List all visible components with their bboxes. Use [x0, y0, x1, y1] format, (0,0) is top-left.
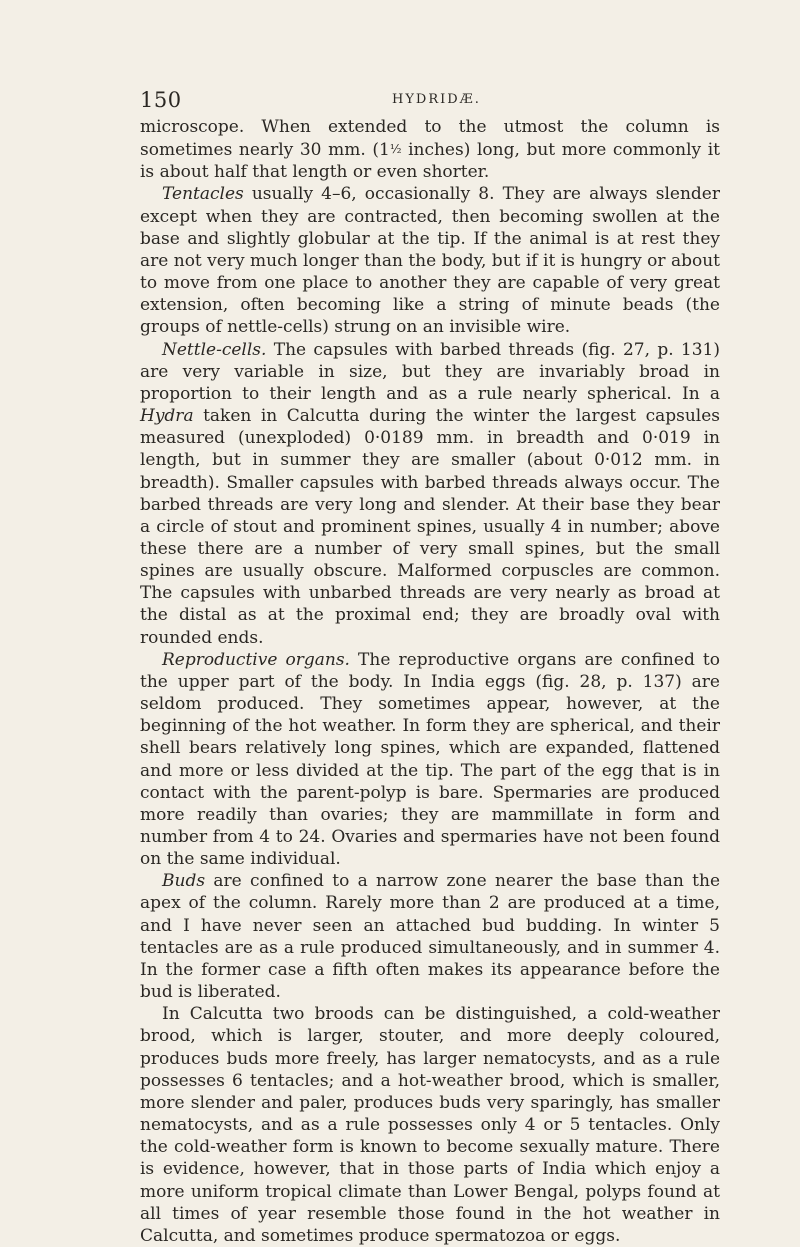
side-heading-reproductive-organs: Reproductive organs. [162, 649, 350, 670]
body-text [140, 116, 720, 1247]
paragraph-column-length [140, 116, 720, 183]
side-heading-nettle-cells: Nettle-cells. [162, 339, 267, 360]
running-title: HYDRIDÆ. [392, 92, 481, 107]
fraction: ½ [389, 142, 402, 157]
side-heading-tentacles: Tentacles [162, 184, 244, 205]
paragraph-nettle-cells [140, 339, 720, 649]
side-heading-buds: Buds [162, 871, 206, 892]
page-number: 150 [140, 88, 182, 112]
paragraph-text: The reproductive organs are confined to the upper part of the body. In India eggs (fig. 28, p. 137) are seldom produced. They sometimes appear, however, at the beginning of the hot weather. In form they are spherical, and their shell bears relatively long spines, which are expanded, flattened and more or less divided at the tip. The part of the egg that is in contact with the parent-polyp is bare. Spermaries are produced more readily than ovaries; they are mammillate in form and number from 4 to 24. Ovaries and spermaries have not been found on the same individual. [140, 649, 720, 870]
paragraph-text: The capsules with barbed threads (fig. 27, p. 131) are very variable in size, but they are invariably broad in proportion to their length and as a rule nearly spherical. In a [140, 339, 720, 404]
paragraph-text: usually 4–6, occasionally 8. They are always slender except when they are contracted, then becoming swollen at the base and slightly globular at the tip. If the animal is at rest they are not very much longer than the body, but if it is hungry or about to move from one place to another they are capable of very great extension, often becoming like a string of minute beads (the groups of nettle-cells) strung on an invisible wire. [140, 184, 720, 338]
paragraph-text: microscope. When extended to the utmost the column is sometimes nearly 30 mm. (1 [140, 117, 720, 161]
paragraph-tentacles [140, 183, 720, 338]
paragraph-text: inches) long, but more commonly it is about half that length or even shorter. [140, 140, 721, 183]
paragraph-text: In Calcutta two broods can be distinguished, a cold-weather brood, which is larger, stouter, and more deeply coloured, produces buds more freely, has larger nematocysts, and as a rule possesses 6 tentacles; and a hot-weather brood, which is smaller, more slender and paler, produces buds very sparingly, has smaller nematocysts, and as a rule possesses only 4 or 5 tentacles. Only the cold-weather form is known to become sexually mature. There is evidence, however, that in those parts of India which enjoy a more uniform tropical climate than Lower Bengal, polyps found at all times of year resemble those found in the hot weather in Calcutta, and sometimes produce spermatozoa or eggs. [140, 1004, 720, 1246]
paragraph-text: are confined to a narrow zone nearer the base than the apex of the column. Rarely more than 2 are produced at a time, and I have never seen an attached bud budding. In winter 5 tentacles are as a rule produced simultaneously, and in summer 4. In the former case a fifth often makes its appearance before the bud is liberated. [140, 871, 720, 1003]
running-header [140, 88, 720, 114]
paragraph-text: taken in Calcutta during the winter the largest capsules measured (unexploded) 0·0189 mm. in breadth and 0·019 in length, but in summer they are smaller (about 0·012 mm. in breadth). Smaller capsules with barbed threads always occur. The barbed threads are very long and slender. At their base they bear a circle of stout and prominent spines, usually 4 in number; above these there are a number of very small spines, but the small spines are usually obscure. Malformed corpuscles are common. The capsules with unbarbed threads are very nearly as broad at the distal as at the proximal end; they are broadly oval with rounded ends. [140, 406, 720, 648]
paragraph-buds [140, 870, 720, 1003]
paragraph-reproductive-organs [140, 649, 720, 871]
genus-name: Hydra [140, 406, 194, 427]
paragraph-broods [140, 1003, 720, 1247]
